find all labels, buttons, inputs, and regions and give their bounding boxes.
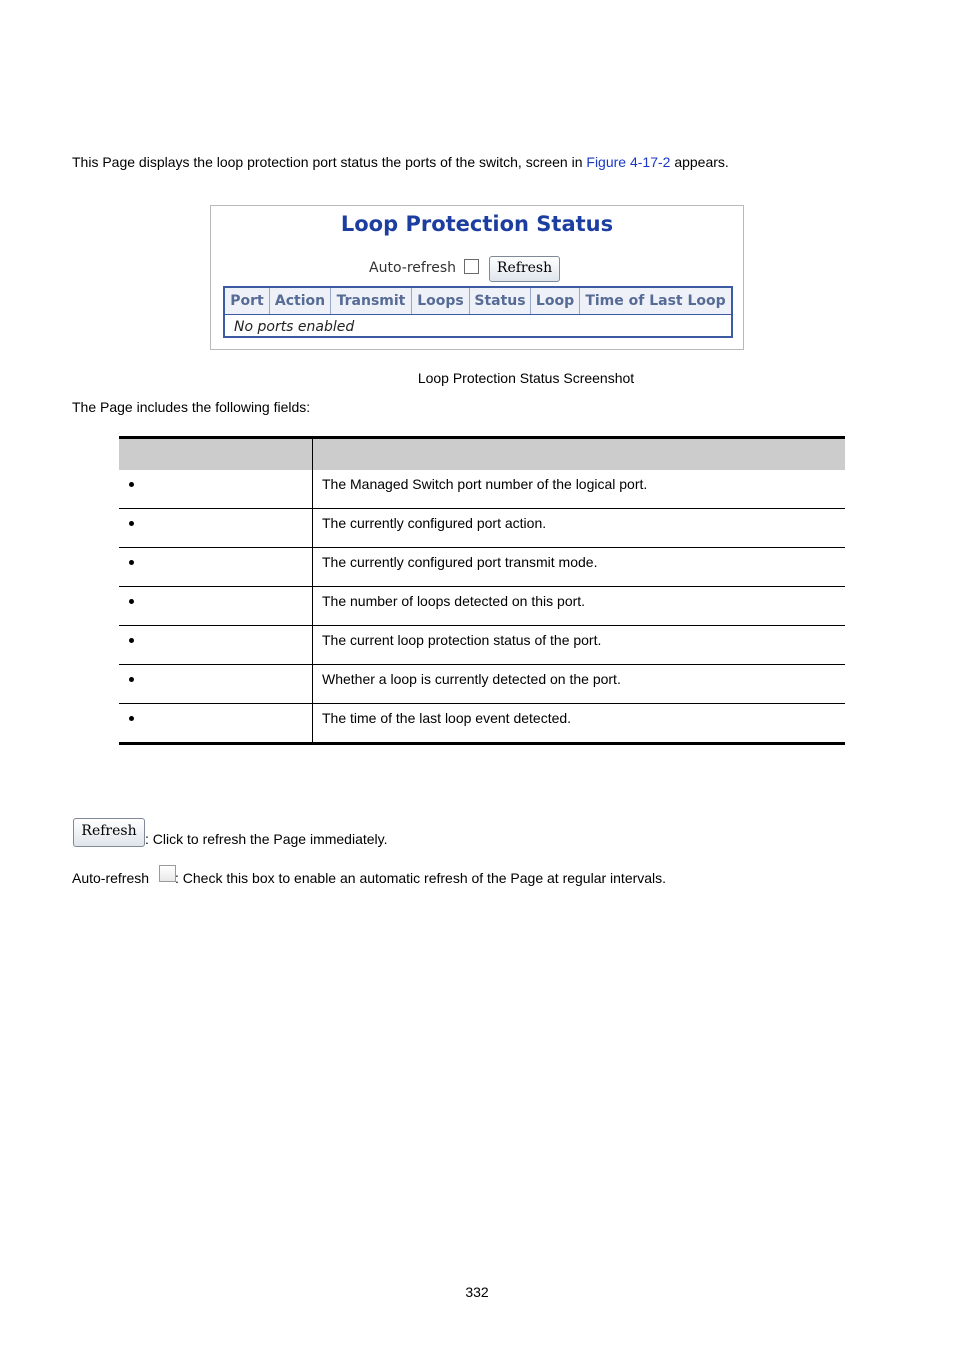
intro-paragraph — [72, 153, 729, 171]
refresh-button[interactable]: Refresh — [489, 256, 560, 282]
status-table — [223, 286, 733, 338]
bullet-icon — [129, 599, 134, 604]
field-description: The number of loops detected on this port. — [322, 593, 586, 609]
intro-text-after: appears. — [670, 154, 729, 170]
loop-protection-screenshot — [210, 205, 744, 350]
bullet-icon — [129, 677, 134, 682]
table-bottom-rule — [119, 742, 845, 745]
col-transmit: Transmit — [331, 288, 412, 314]
intro-text-before: This Page displays the loop protection port status the ports of the switch, screen in — [72, 154, 587, 170]
col-port: Port — [225, 288, 270, 314]
auto-refresh-label: Auto-refresh — [369, 260, 457, 276]
auto-refresh-label-example: Auto-refresh — [72, 870, 150, 886]
screenshot-title: Loop Protection Status — [340, 212, 614, 236]
field-description: The time of the last loop event detected. — [322, 710, 572, 726]
table-row — [119, 509, 845, 548]
auto-refresh-checkbox-example[interactable] — [159, 865, 176, 882]
page-number: 332 — [465, 1284, 489, 1300]
bullet-icon — [129, 560, 134, 565]
figure-caption: Loop Protection Status Screenshot — [417, 370, 635, 386]
table-header — [119, 439, 845, 470]
field-description: Whether a loop is currently detected on the port. — [322, 671, 621, 687]
refresh-description: : Click to refresh the Page immediately. — [145, 831, 388, 847]
col-time-of-last-loop: Time of Last Loop — [585, 293, 726, 309]
field-description: The current loop protection status of the port. — [322, 632, 602, 648]
table-row — [119, 587, 845, 626]
auto-refresh-description: : Check this box to enable an automatic refresh of the Page at regular intervals. — [175, 870, 667, 886]
table-row — [119, 665, 845, 704]
col-action: Action — [270, 288, 331, 314]
table-row — [119, 548, 845, 587]
table-row — [119, 626, 845, 665]
table-row — [119, 704, 845, 742]
bullet-icon — [129, 482, 134, 487]
auto-refresh-checkbox[interactable] — [464, 259, 479, 274]
col-loops: Loops — [412, 288, 470, 314]
field-description: The Managed Switch port number of the logical port. — [322, 476, 648, 492]
bullet-icon — [129, 521, 134, 526]
bullet-icon — [129, 716, 134, 721]
col-status: Status — [470, 288, 531, 314]
bullet-icon — [129, 638, 134, 643]
col-loop: Loop — [531, 288, 580, 314]
empty-message: No ports enabled — [234, 319, 355, 335]
status-table-header — [225, 288, 731, 315]
field-description: The currently configured port transmit mode. — [322, 554, 598, 570]
figure-link[interactable]: Figure 4-17-2 — [586, 154, 671, 170]
table-row — [119, 470, 845, 509]
fields-intro: The Page includes the following fields: — [72, 399, 311, 415]
field-description: The currently configured port action. — [322, 515, 547, 531]
refresh-button-example[interactable]: Refresh — [73, 818, 145, 847]
